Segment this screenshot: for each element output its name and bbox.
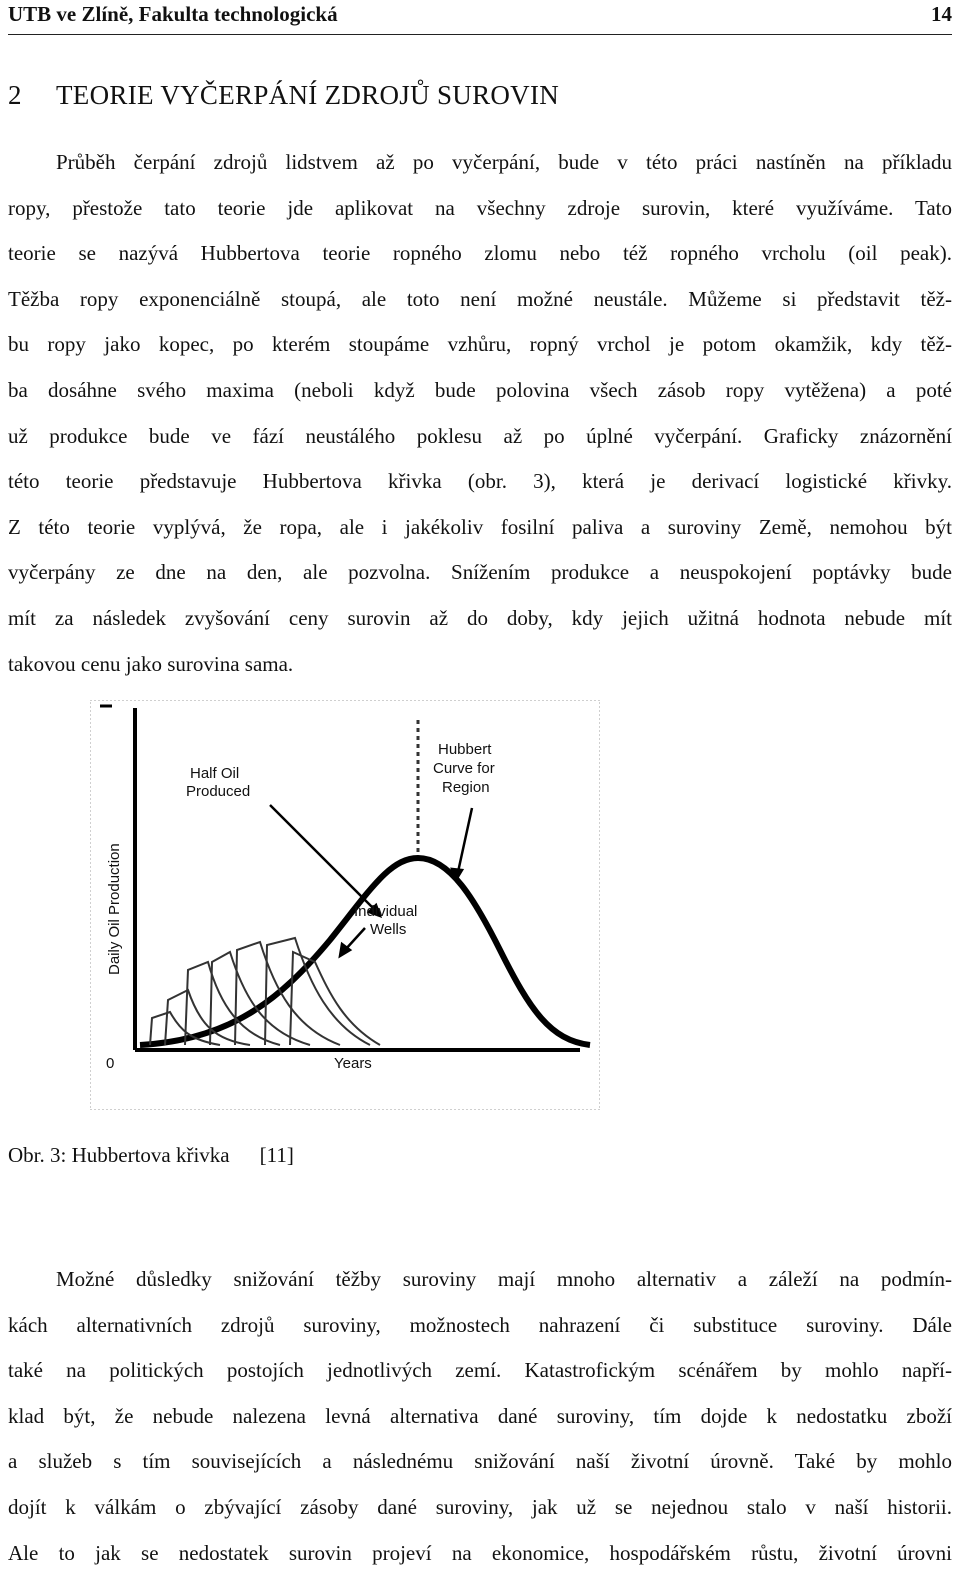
wells-label-line1: Individual (354, 903, 418, 920)
paragraph-line: také na politických postojích jednotlivých zemí. Katastrofickým scénářem by mohlo napří- (8, 1358, 952, 1383)
hubbert-curve-figure (90, 700, 600, 1110)
hubbert-label-line2: Curve for (433, 760, 495, 777)
caption-text: Obr. 3: Hubbertova křivka (8, 1143, 230, 1167)
paragraph-line: Z této teorie vyplývá, že ropa, ale i jakékoliv fosilní paliva a suroviny Země, nemohou být (8, 514, 952, 539)
figure-caption (8, 1143, 294, 1168)
hubbert-label-line3: Region (442, 779, 490, 796)
x-axis-label: Years (334, 1055, 372, 1072)
paragraph-line: klad být, že nebude nalezena levná alternativa dané suroviny, tím dojde k nedostatku zboží (8, 1403, 952, 1428)
paragraph-line: dojít k válkám o zbývající zásoby dané suroviny, jak už se nejednou stalo v naší historii. (8, 1494, 952, 1519)
page-number: 14 (931, 2, 952, 26)
page-header (8, 0, 952, 35)
chapter-heading (8, 80, 559, 111)
paragraph-line: vyčerpány ze dne na den, ale pozvolna. Snížením produkce a neuspokojení poptávky bude (8, 560, 952, 585)
paragraph-line: Průběh čerpání zdrojů lidstvem až po vyčerpání, bude v této práci nastíněn na příkladu (56, 150, 952, 174)
paragraph-line: kách alternativních zdrojů suroviny, možnostech nahrazení či substituce suroviny. Dále (8, 1312, 952, 1337)
half-oil-label-line1: Half Oil (190, 765, 240, 782)
chapter-number: 2 (8, 80, 22, 110)
paragraph-line: už produkce bude ve fází neustálého poklesu až po úplné vyčerpání. Graficky znázornění (8, 423, 952, 448)
paragraph-line: a služeb s tím souvisejících a následnému snižování naší životní úrovně. Také by mohlo (8, 1449, 952, 1474)
paragraph-2 (8, 1257, 952, 1576)
paragraph-line: mít za následek zvyšování ceny surovin až do doby, kdy jejich užitná hodnota nebude mít (8, 605, 952, 630)
paragraph-line: takovou cenu jako surovina sama. (8, 651, 294, 676)
paragraph-line: Těžba ropy exponenciálně stoupá, ale toto není možné neustále. Můžeme si představit těž- (8, 286, 952, 311)
paragraph-line: bu ropy jako kopec, po kterém stoupáme vzhůru, ropný vrchol je potom okamžik, kdy těž- (8, 332, 952, 357)
chapter-title: TEORIE VYČERPÁNÍ ZDROJŮ SUROVIN (56, 80, 560, 110)
caption-reference: [11] (259, 1143, 294, 1167)
hubbert-curve-illustration (90, 700, 600, 1110)
paragraph-line: ba dosáhne svého maxima (neboli když bude polovina všech zásob ropy vytěžena) a poté (8, 377, 952, 402)
wells-label-line2: Wells (370, 921, 407, 938)
header-title: UTB ve Zlíně, Fakulta technologická (8, 2, 338, 26)
paragraph-line: této teorie představuje Hubbertova křivka (obr. 3), která je derivací logistické křivky. (8, 469, 952, 494)
hubbert-label-line1: Hubbert (438, 741, 492, 758)
half-oil-label-line2: Produced (186, 783, 251, 800)
origin-label: 0 (106, 1055, 115, 1072)
paragraph-line: teorie se nazývá Hubbertova teorie ropného zlomu nebo též ropného vrcholu (oil peak). (8, 241, 952, 266)
paragraph-line: Ale to jak se nedostatek surovin projeví na ekonomice, hospodářském růstu, životní úrovni (8, 1540, 952, 1565)
paragraph-line: Možné důsledky snižování těžby suroviny mají mnoho alternativ a záleží na podmín- (56, 1267, 952, 1291)
paragraph-1 (8, 140, 952, 687)
paragraph-line: ropy, přestože tato teorie jde aplikovat na všechny zdroje surovin, které využíváme. Tato (8, 195, 952, 220)
y-axis-label: Daily Oil Production (106, 843, 123, 975)
